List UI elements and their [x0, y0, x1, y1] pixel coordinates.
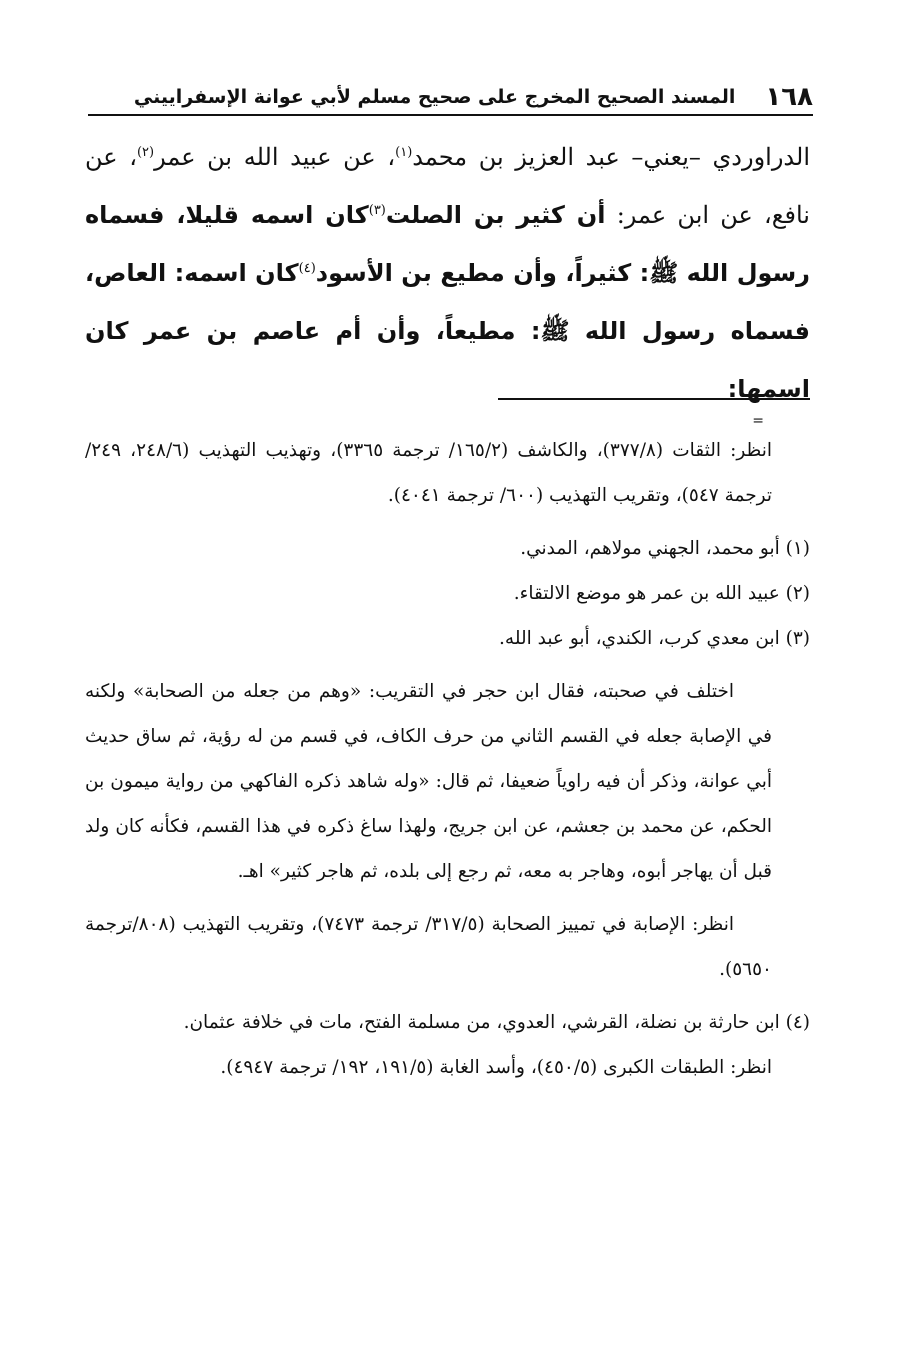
running-title: المسند الصحيح المخرج على صحيح مسلم لأبي عوانة الإسفراييني [133, 86, 736, 108]
hadith-matn-part: كان اسمه قليلا، فسماه رسول الله ﷺ: كثيراً، وأن مطيع بن الأسود [85, 201, 810, 287]
footnote-ref: (٤) [298, 261, 316, 276]
hadith-text-part: ، عن نافع، عن ابن عمر: [85, 143, 810, 229]
hadith-matn-part: أن كثير بن الصلت [385, 201, 606, 229]
footnote-4: (٤) ابن حارثة بن نضلة، القرشي، العدوي، من مسلمة الفتح، مات في خلافة عثمان. [183, 1012, 810, 1033]
continuation-mark: = [752, 413, 764, 429]
hadith-text [85, 128, 810, 418]
hadith-matn-part: كان اسمه: العاص، فسماه رسول الله ﷺ: مطيعاً، وأن أم عاصم بن عمر كان اسمها: [85, 259, 810, 403]
footnote-ref: (١) [395, 145, 413, 160]
hadith-text-part: الدراوردي –يعني– عبد العزيز بن محمد [412, 143, 811, 171]
footnote-ref: (٢) [136, 145, 155, 160]
footnotes [85, 428, 810, 1090]
footnote-separator [498, 398, 810, 400]
footnote-continuation: انظر: الثقات (٣٧٧/٨)، والكاشف (١٦٥/٢/ ترجمة ٣٣٦٥)، وتهذيب التهذيب (٢٤٨/٦، ٢٤٩/ ترجمة ٥٤٧)، وتقريب التهذيب (٦٠٠/ ترجمة ٤٠٤١). [85, 440, 772, 506]
page-number: ١٦٨ [765, 82, 813, 112]
hadith-text-part: ، عن عبيد الله بن عمر [154, 143, 396, 171]
footnote-3: (٣) ابن معدي كرب، الكندي، أبو عبد الله. [499, 628, 810, 649]
footnote-2: (٢) عبيد الله بن عمر هو موضع الالتقاء. [513, 583, 810, 604]
footnote-3-paragraph: اختلف في صحبته، فقال ابن حجر في التقريب: «وهم من جعله من الصحابة» ولكنه في الإصابة جعله في القسم الثاني من حرف الكاف، في قسم من له رؤية، ثم ساق حديث أبي عوانة، وذكر أن فيه راوياً ضعيفا، ثم قال: «وله شاهد ذكره الفاكهي من رواية ميمون بن الحكم، عن محمد بن جعشم، عن ابن جريج، ولهذا ساغ ذكره في هذا القسم، فكأنه كان ولد قبل أن يهاجر أبوه، وهاجر به معه، ثم رجع إلى بلده، ثم هاجر كثير» اهـ. [85, 681, 772, 882]
footnote-1: (١) أبو محمد، الجهني مولاهم، المدني. [520, 538, 810, 559]
footnote-ref: (٣) [368, 203, 386, 218]
page-header [88, 78, 813, 116]
footnote-4-references: انظر: الطبقات الكبرى (٤٥٠/٥)، وأسد الغابة (١٩١/٥، ١٩٢/ ترجمة ٤٩٤٧). [220, 1057, 772, 1078]
footnote-3-references: انظر: الإصابة في تمييز الصحابة (٣١٧/٥/ ترجمة ٧٤٧٣)، وتقريب التهذيب (٨٠٨/ترجمة ٥٦٥٠). [85, 914, 772, 980]
